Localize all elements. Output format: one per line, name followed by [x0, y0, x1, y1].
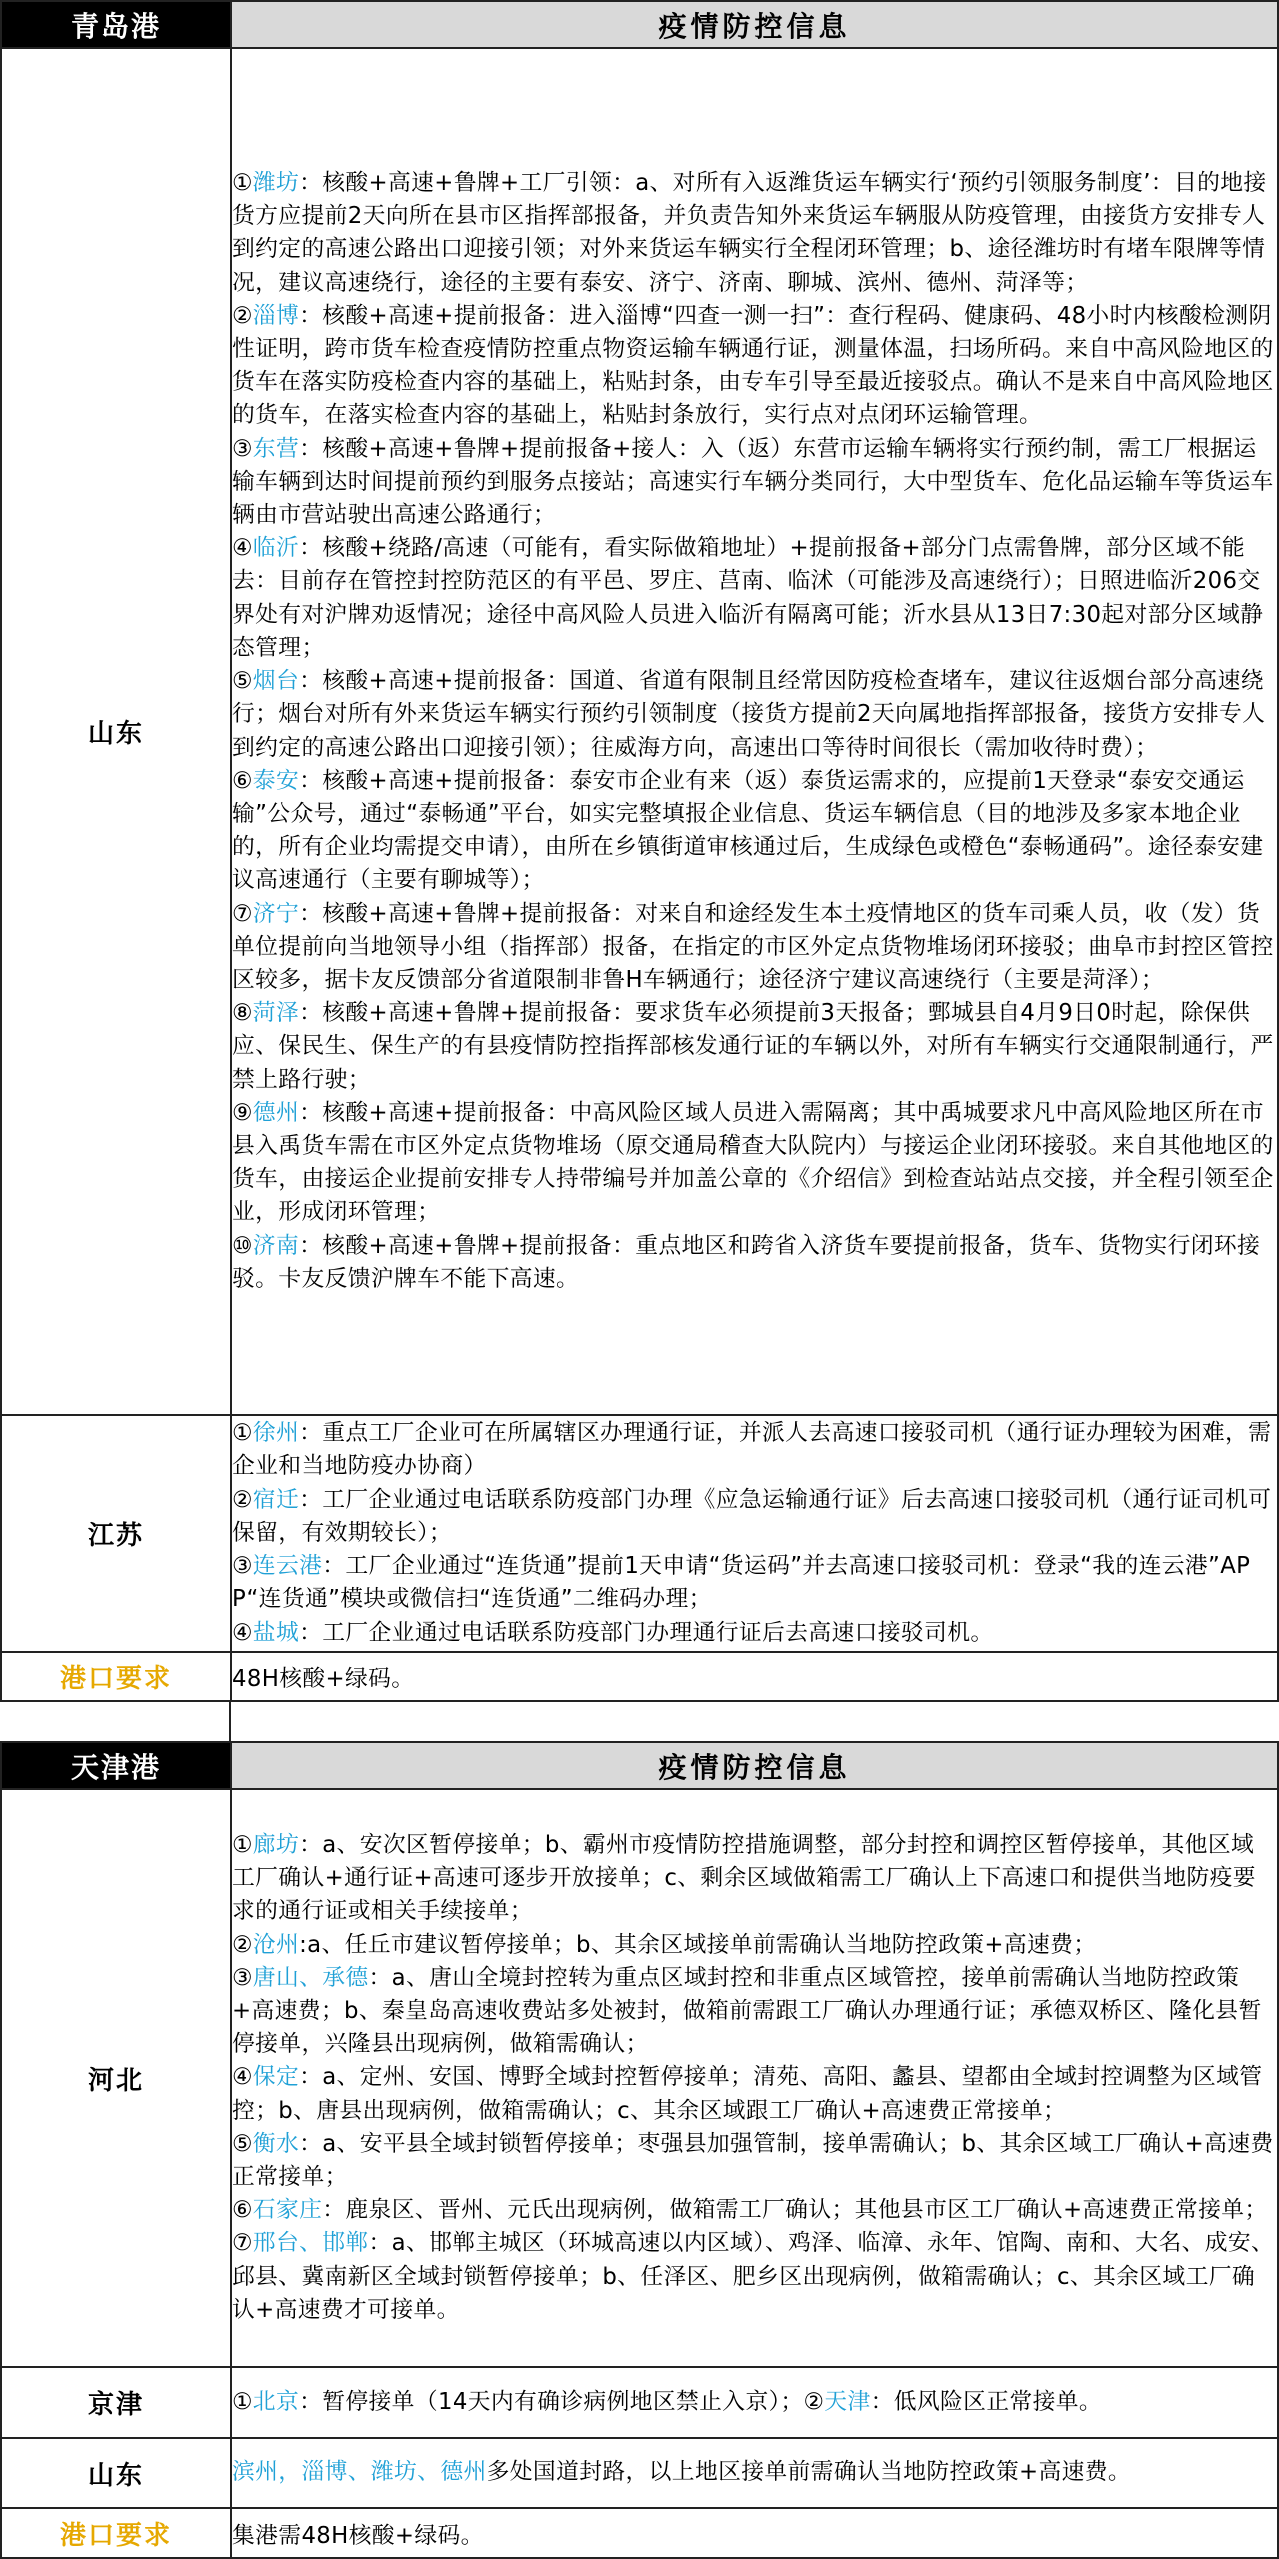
- city-entry-jining: [232, 898, 1277, 998]
- entry-text: 多处国道封路，以上地区接单前需确认当地防控政策+高速费。: [486, 2459, 1132, 2486]
- city-name: 淄博: [252, 302, 300, 329]
- entry-text: ①: [232, 170, 253, 197]
- port-name: 青岛港: [1, 1, 231, 48]
- province-label: 江苏: [1, 1415, 231, 1652]
- entry-text: ：a、安次区暂停接单；b、霸州市疫情防控措施调整，部分封控和调控区暂停接单，其他区域工厂确认+通行证+高速可逐步开放接单；c、剩余区域做箱需工厂确认上下高速口和提供当地防疫要求的通行证或相关手续接单；: [232, 1831, 1256, 1925]
- province-entries: [231, 2367, 1278, 2438]
- city-entry-dezhou: [232, 1097, 1277, 1230]
- province-entries: [231, 2438, 1278, 2508]
- entry-text: ：核酸+高速+鲁牌+提前报备：对来自和途经发生本土疫情地区的货车司乘人员，收（发）货单位提前向当地领导小组（指挥部）报备，在指定的市区外定点货物堆场闭环接驳；曲阜市封控区管控区较多，据卡友反馈部分省道限制非鲁H车辆通行；途径济宁建议高速绕行（主要是菏泽）；: [232, 900, 1274, 993]
- city-name: 北京: [252, 2388, 300, 2415]
- entry-text: ：暂停接单（14天内有确诊病例地区禁止入京）；: [299, 2388, 804, 2415]
- entry-text: ：核酸+绕路/高速（可能有，看实际做箱地址）+提前报备+部分门点需鲁牌，部分区域不能去：目前存在管控封控防范区的有平邑、罗庄、莒南、临沭（可能涉及高速绕行）；日照进临沂206交界处有对沪牌劝返情况；途径中高风险人员进入临沂有隔离可能；沂水县从13日7:30起对部分区域静态管理；: [232, 535, 1264, 661]
- city-name: 廊坊: [252, 1831, 300, 1858]
- entry-text: ①: [232, 1420, 253, 1447]
- entry-text: ②: [232, 1486, 253, 1513]
- entry-text: ①: [232, 2388, 253, 2415]
- qingdao-header-row: [1, 1, 1278, 48]
- city-entry-zibo: [232, 300, 1277, 433]
- city-name: 潍坊: [252, 170, 300, 197]
- entry-text: ②: [232, 1931, 253, 1958]
- entry-text: ：核酸+高速+提前报备：中高风险区域人员进入需隔离；其中禹城要求凡中高风险地区所在市县入禹货车需在市区外定点货物堆场（原交通局稽查大队院内）与接运企业闭环接驳。来自其他地区的货车，由接运企业提前安排专人持带编号并加盖公章的《介绍信》到检查站站点交接，并全程引领至企业，形成闭环管理；: [232, 1099, 1274, 1226]
- city-entry-shandong-group: [232, 2456, 1277, 2489]
- port-requirement-label: 港口要求: [1, 1652, 231, 1701]
- city-name: 烟台: [252, 668, 300, 695]
- entry-text: ：核酸+高速+提前报备：国道、省道有限制且经常因防疫检查堵车，建议往返烟台部分高速绕行；烟台对所有外来货运车辆实行预约引领制度（接货方提前2天向属地指挥部报备，接货方安排专人到约定的高速公路出口迎接引领）；往威海方向，高速出口等待时间很长（需加收待时费）；: [232, 668, 1266, 761]
- entry-text: ⑨: [232, 1099, 253, 1126]
- city-entry-cangzhou: [232, 1929, 1277, 1962]
- city-entry-jinan: [232, 1230, 1277, 1296]
- entry-text: ：工厂企业通过电话联系防疫部门办理《应急运输通行证》后去高速口接驳司机（通行证司机可保留，有效期较长）；: [232, 1486, 1272, 1546]
- city-name: 保定: [252, 2064, 300, 2091]
- entry-text: ⑤: [232, 2130, 253, 2157]
- info-header: 疫情防控信息: [231, 1742, 1278, 1789]
- entry-text: ：核酸+高速+鲁牌+工厂引领：a、对所有入返潍货运车辆实行‘预约引领服务制度’：目的地接货方应提前2天向所在县市区指挥部报备，并负责告知外来货运车辆服从防疫管理，由接货方安排专人到约定的高速公路出口迎接引领；对外来货运车辆实行全程闭环管理；b、途径潍坊时有堵车限牌等情况，建议高速绕行，途径的主要有泰安、济宁、济南、聊城、滨州、德州、菏泽等；: [232, 170, 1267, 296]
- entry-text: ⑧: [232, 1000, 253, 1027]
- entry-text: ：a、定州、安国、博野全域封控暂停接单；清苑、高阳、蠡县、望都由全域封控调整为区域管控；b、唐县出现病例，做箱需确认；c、其余区域跟工厂确认+高速费正常接单；: [232, 2064, 1263, 2124]
- entry-text: ：鹿泉区、晋州、元氏出现病例，做箱需工厂确认；其他县市区工厂确认+高速费正常接单；: [322, 2197, 1268, 2224]
- province-row-hebei: [1, 1789, 1278, 2367]
- city-entry-baoding: [232, 2061, 1277, 2127]
- entry-text: ②: [803, 2388, 825, 2415]
- entry-text: ：核酸+高速+鲁牌+提前报备+接人：入（返）东营市运输车辆将实行预约制，需工厂根据运输车辆到达时间提前预约到服务点接站；高速实行车辆分类同行，大中型货车、危化品运输车等货运车辆由市营站驶出高速公路通行；: [232, 435, 1274, 529]
- port-requirement-text: 48H核酸+绿码。: [231, 1652, 1278, 1701]
- city-name: 天津: [824, 2388, 871, 2415]
- city-name: 石家庄: [252, 2197, 323, 2224]
- province-label: 河北: [1, 1789, 231, 2367]
- port-name: 天津港: [1, 1742, 231, 1789]
- entry-text: :a、任丘市建议暂停接单；b、其余区域接单前需确认当地防控政策+高速费；: [299, 1931, 1097, 1958]
- city-entry-xuzhou: [232, 1417, 1277, 1483]
- city-entry-shijiazhuang: [232, 2194, 1277, 2227]
- entry-text: ：a、唐山全境封控转为重点区域封控和非重点区域管控，接单前需确认当地防控政策+高速费；b、秦皇岛高速收费站多处被封，做箱前需跟工厂确认办理通行证；承德双桥区、隆化县暂停接单，兴隆县出现病例，做箱需确认；: [232, 1964, 1262, 2058]
- city-name: 宿迁: [252, 1486, 300, 1513]
- province-label: 山东: [1, 2438, 231, 2508]
- province-entries: [231, 1415, 1278, 1652]
- province-row-shandong-tj: [1, 2438, 1278, 2508]
- entry-text: ：重点工厂企业可在所属辖区办理通行证，并派人去高速口接驳司机（通行证办理较为困难，需企业和当地防疫办协商）: [232, 1420, 1272, 1480]
- entry-text: ：a、安平县全域封锁暂停接单；枣强县加强管制，接单需确认；b、其余区域工厂确认+高速费正常接单；: [232, 2130, 1274, 2190]
- entry-text: ④: [232, 1619, 253, 1646]
- port-requirement-label: 港口要求: [1, 2508, 231, 2558]
- city-entry-dongying: [232, 433, 1277, 533]
- city-entry-lianyungang: [232, 1550, 1277, 1616]
- province-row-shandong: [1, 48, 1278, 1415]
- city-name: 泰安: [252, 767, 300, 794]
- city-entry-taian: [232, 765, 1277, 898]
- entry-text: ：核酸+高速+鲁牌+提前报备：重点地区和跨省入济货车要提前报备，货车、货物实行闭环接驳。卡友反馈沪牌车不能下高速。: [232, 1232, 1261, 1292]
- entry-text: ⑩: [232, 1232, 253, 1259]
- tianjin-header-row: [1, 1742, 1278, 1789]
- city-name: 德州: [252, 1099, 300, 1126]
- city-name: 滨州，淄博、潍坊、德州: [232, 2459, 487, 2486]
- entry-text: ⑦: [232, 900, 253, 927]
- section-divider: [229, 1700, 231, 1743]
- city-name: 连云港: [252, 1553, 323, 1580]
- entry-text: ⑤: [232, 668, 253, 695]
- entry-text: ②: [232, 302, 253, 329]
- city-name: 衡水: [252, 2130, 300, 2157]
- city-entry-linyi: [232, 532, 1277, 665]
- city-entry-xingtai-handan: [232, 2227, 1277, 2327]
- city-name: 唐山、承德: [252, 1964, 369, 1991]
- entry-text: ：a、邯郸主城区（环城高速以内区域）、鸡泽、临漳、永年、馆陶、南和、大名、成安、邱县、冀南新区全域封锁暂停接单；b、任泽区、肥乡区出现病例，做箱需确认；c、其余区域工厂确认+高速费才可接单。: [232, 2230, 1275, 2323]
- city-name: 东营: [252, 435, 300, 462]
- city-entry-langfang: [232, 1829, 1277, 1929]
- entry-text: ④: [232, 535, 253, 562]
- province-entries: [231, 1789, 1278, 2367]
- province-entries: [231, 48, 1278, 1415]
- entry-text: ①: [232, 1831, 253, 1858]
- entry-text: ④: [232, 2064, 253, 2091]
- entry-text: ：核酸+高速+鲁牌+提前报备：要求货车必须提前3天报备；鄄城县自4月9日0时起，除保供应、保民生、保生产的有县疫情防控指挥部核发通行证的车辆以外，对所有车辆实行交通限制通行，严禁上路行驶；: [232, 1000, 1274, 1093]
- city-entry-tangshan-chengde: [232, 1962, 1277, 2062]
- entry-text: ⑦: [232, 2230, 253, 2257]
- entry-text: ：核酸+高速+提前报备：进入淄博“四查一测一扫”：查行程码、健康码、48小时内核酸检测阴性证明，跨市货车检查疫情防控重点物资运输车辆通行证，测量体温，扫场所码。来自中高风险地区的货车在落实防疫检查内容的基础上，粘贴封条，由专车引导至最近接驳点。确认不是来自中高风险地区的货车，在落实检查内容的基础上，粘贴封条放行，实行点对点闭环运输管理。: [232, 302, 1274, 429]
- entry-text: ⑥: [232, 2197, 253, 2224]
- city-name: 沧州: [252, 1931, 300, 1958]
- province-label: 京津: [1, 2367, 231, 2438]
- city-name: 临沂: [252, 535, 300, 562]
- city-name: 盐城: [252, 1619, 300, 1646]
- entry-text: ③: [232, 435, 253, 462]
- city-entry-hengshui: [232, 2128, 1277, 2194]
- tianjin-table: [0, 1741, 1279, 2559]
- city-entry-yancheng: [232, 1617, 1277, 1650]
- city-entry-weifang: [232, 167, 1277, 300]
- port-requirement-text: 集港需48H核酸+绿码。: [231, 2508, 1278, 2558]
- city-entry-yantai: [232, 665, 1277, 765]
- entry-text: ：工厂企业通过“连货通”提前1天申请“货运码”并去高速口接驳司机：登录“我的连云港”APP“连货通”模块或微信扫“连货通”二维码办理；: [232, 1553, 1251, 1613]
- entry-text: ③: [232, 1964, 253, 1991]
- info-header: 疫情防控信息: [231, 1, 1278, 48]
- entry-text: ⑥: [232, 767, 253, 794]
- city-name: 济宁: [252, 900, 300, 927]
- entry-text: ：工厂企业通过电话联系防疫部门办理通行证后去高速口接驳司机。: [299, 1619, 994, 1646]
- entry-text: ：低风险区正常接单。: [870, 2388, 1103, 2415]
- city-name: 菏泽: [252, 1000, 300, 1027]
- city-name: 济南: [252, 1232, 300, 1259]
- province-label: 山东: [1, 48, 231, 1415]
- province-row-jiangsu: [1, 1415, 1278, 1652]
- port-requirement-row: [1, 2508, 1278, 2558]
- city-entry-suqian: [232, 1484, 1277, 1550]
- entry-text: ：核酸+高速+提前报备：泰安市企业有来（返）泰货运需求的，应提前1天登录“泰安交通运输”公众号，通过“泰畅通”平台，如实完整填报企业信息、货运车辆信息（目的地涉及多家本地企业的，所有企业均需提交申请），由所在乡镇街道审核通过后，生成绿色或橙色“泰畅通码”。途径泰安建议高速通行（主要有聊城等）；: [232, 767, 1264, 894]
- city-name: 邢台、邯郸: [252, 2230, 369, 2257]
- province-row-jingjin: [1, 2367, 1278, 2438]
- port-requirement-row: [1, 1652, 1278, 1701]
- city-entry-heze: [232, 997, 1277, 1097]
- entry-text: ③: [232, 1553, 253, 1580]
- city-name: 徐州: [252, 1420, 300, 1447]
- city-entry-beijing-tianjin: [232, 2386, 1277, 2419]
